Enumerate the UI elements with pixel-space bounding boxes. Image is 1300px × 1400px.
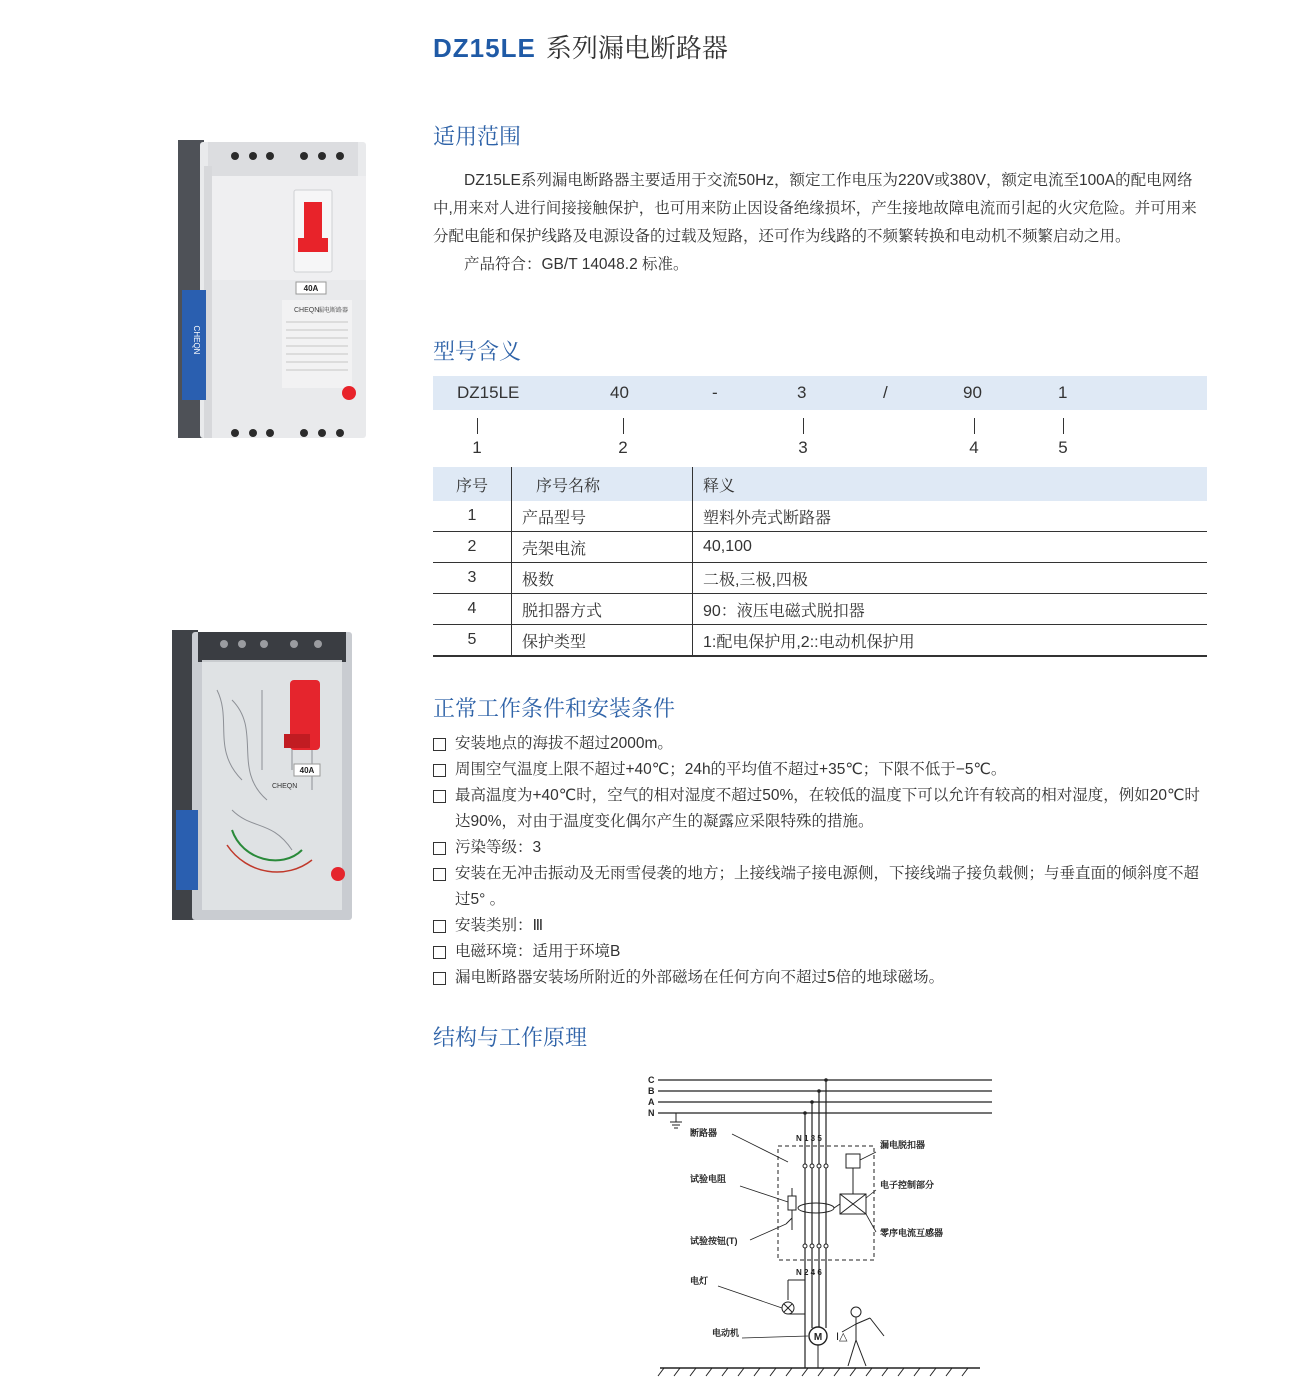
checkbox-square-icon	[433, 972, 446, 985]
label-leak-release: 漏电脱扣器	[880, 1140, 926, 1150]
label-motor: 电动机	[712, 1328, 740, 1338]
condition-text: 最高温度为+40℃时，空气的相对湿度不超过50%，在较低的温度下可以允许有较高的相对湿度，例如20℃时达90%，对由于温度变化偶尔产生的凝露应采限特殊的措施。	[455, 787, 1200, 830]
phase-label-b: B	[648, 1086, 655, 1096]
model-code-protection: 1	[1058, 383, 1068, 402]
model-tick	[623, 418, 624, 434]
table-cell-meaning: 1:配电保护用,2::电动机保护用	[693, 625, 1208, 657]
model-code-slash: /	[883, 383, 888, 402]
table-cell-name: 保护类型	[512, 625, 693, 657]
checkbox-square-icon	[433, 764, 446, 777]
model-index-number: 5	[1058, 438, 1068, 457]
top-terminal-label: N 1 3 5	[796, 1134, 822, 1143]
model-code-series: DZ15LE	[457, 383, 520, 402]
checkbox-square-icon	[433, 842, 446, 855]
condition-text: 安装在无冲击振动及无雨雪侵袭的地方；上接线端子接电源侧，下接线端子接负载侧；与垂直面的倾斜度不超过5° 。	[455, 865, 1200, 908]
table-header-name: 序号名称	[512, 467, 693, 501]
checkbox-square-icon	[433, 868, 446, 881]
section-scope-heading: 适用范围	[433, 124, 522, 149]
table-row	[433, 594, 1207, 625]
product1-name: 漏电断路器	[318, 308, 349, 314]
model-code-poles: 3	[797, 383, 807, 402]
ground-icon	[670, 1113, 682, 1128]
product-image-transparent	[172, 630, 367, 922]
table-header-row	[433, 467, 1207, 501]
model-code-release: 90	[963, 383, 982, 402]
table-cell-meaning: 40,100	[693, 532, 1208, 563]
leak-current-label: I△	[836, 1331, 848, 1343]
product2-rating: 40A	[299, 766, 315, 775]
model-code-dash: -	[712, 383, 718, 402]
list-item	[433, 861, 1213, 913]
table-cell-name: 脱扣器方式	[512, 594, 693, 625]
condition-text: 漏电断路器安装场所附近的外部磁场在任何方向不超过5倍的地球磁场。	[455, 969, 945, 986]
phase-label-a: A	[648, 1097, 655, 1107]
wiring-diagram	[640, 1068, 1000, 1378]
condition-text: 电磁环境：适用于环境B	[455, 943, 621, 960]
table-cell-index: 1	[433, 501, 512, 532]
product-image-closed	[178, 140, 373, 440]
table-cell-index: 5	[433, 625, 512, 657]
scope-paragraph: DZ15LE系列漏电断路器主要适用于交流50Hz，额定工作电压为220V或380V，额定电流至100A的配电网络中,用来对人进行间接接触保护，也可用来防止因设备绝缘损坏，产生接地故障电流而引起的火灾危险。并可用来分配电能和保护线路及电源设备的过载及短路，还可作为线路的不频繁转换和电动机不频繁启动之用。	[433, 172, 1197, 245]
model-index-number: 4	[969, 438, 979, 457]
label-lamp: 电灯	[690, 1276, 709, 1286]
product1-rating: 40A	[303, 284, 319, 293]
list-item	[433, 913, 1213, 939]
model-index-number: 1	[472, 438, 482, 457]
model-index-number: 2	[618, 438, 628, 457]
model-code-strip	[433, 376, 1207, 410]
page-title	[433, 28, 728, 65]
condition-text: 安装类别：Ⅲ	[455, 917, 544, 934]
label-breaker: 断路器	[690, 1128, 718, 1138]
section-conditions-heading: 正常工作条件和安装条件	[433, 696, 676, 721]
table-cell-meaning: 塑料外壳式断路器	[693, 501, 1208, 532]
checkbox-square-icon	[433, 738, 446, 751]
table-header-index: 序号	[433, 467, 512, 501]
list-item	[433, 939, 1213, 965]
model-tick	[1063, 418, 1064, 434]
model-tick	[803, 418, 804, 434]
table-cell-name: 壳架电流	[512, 532, 693, 563]
checkbox-square-icon	[433, 920, 446, 933]
table-cell-name: 极数	[512, 563, 693, 594]
model-tick	[974, 418, 975, 434]
product1-brand: CHEQN	[294, 307, 320, 314]
label-electronic-control: 电子控制部分	[880, 1180, 935, 1190]
phase-label-n: N	[648, 1108, 655, 1118]
table-row	[433, 501, 1207, 532]
condition-text: 安装地点的海拔不超过2000m。	[455, 735, 673, 752]
table-row	[433, 625, 1207, 657]
model-code-current: 40	[610, 383, 629, 402]
list-item	[433, 731, 1213, 757]
condition-text: 周围空气温度上限不超过+40℃；24h的平均值不超过+35℃；下限不低于−5℃。	[455, 761, 1007, 778]
list-item	[433, 783, 1213, 835]
table-cell-name: 产品型号	[512, 501, 693, 532]
model-index-number: 3	[798, 438, 808, 457]
condition-text: 污染等级：3	[455, 839, 542, 856]
section-structure-heading: 结构与工作原理	[433, 1025, 588, 1050]
svg-text:M: M	[813, 1332, 823, 1343]
person-icon	[842, 1307, 884, 1366]
list-item	[433, 757, 1213, 783]
table-cell-meaning: 二极,三极,四极	[693, 563, 1208, 594]
model-tick	[477, 418, 478, 434]
list-item	[433, 965, 1213, 991]
product2-brand: CHEQN	[272, 783, 298, 790]
label-zero-sequence-ct: 零序电流互感器	[880, 1228, 944, 1238]
list-item	[433, 835, 1213, 861]
label-test-resistor: 试验电阻	[690, 1174, 727, 1184]
table-cell-index: 4	[433, 594, 512, 625]
table-header-meaning: 释义	[693, 467, 1208, 501]
title-model: DZ15LE	[433, 33, 536, 63]
conditions-list	[433, 731, 1213, 991]
phase-label-c: C	[648, 1075, 655, 1085]
table-cell-index: 3	[433, 563, 512, 594]
table-cell-index: 2	[433, 532, 512, 563]
product1-side-label: CHEQN	[192, 325, 201, 355]
title-text: 系列漏电断路器	[545, 33, 728, 63]
scope-standard: 产品符合：GB/T 14048.2 标准。	[464, 256, 689, 273]
scope-text	[433, 167, 1209, 279]
checkbox-square-icon	[433, 946, 446, 959]
table-row	[433, 532, 1207, 563]
label-test-button: 试验按钮(T)	[690, 1236, 738, 1246]
model-meaning-table	[433, 467, 1207, 657]
section-model-heading: 型号含义	[433, 339, 522, 364]
checkbox-square-icon	[433, 790, 446, 803]
table-cell-meaning: 90：液压电磁式脱扣器	[693, 594, 1208, 625]
table-row	[433, 563, 1207, 594]
bottom-terminal-label: N 2 4 6	[796, 1268, 822, 1277]
